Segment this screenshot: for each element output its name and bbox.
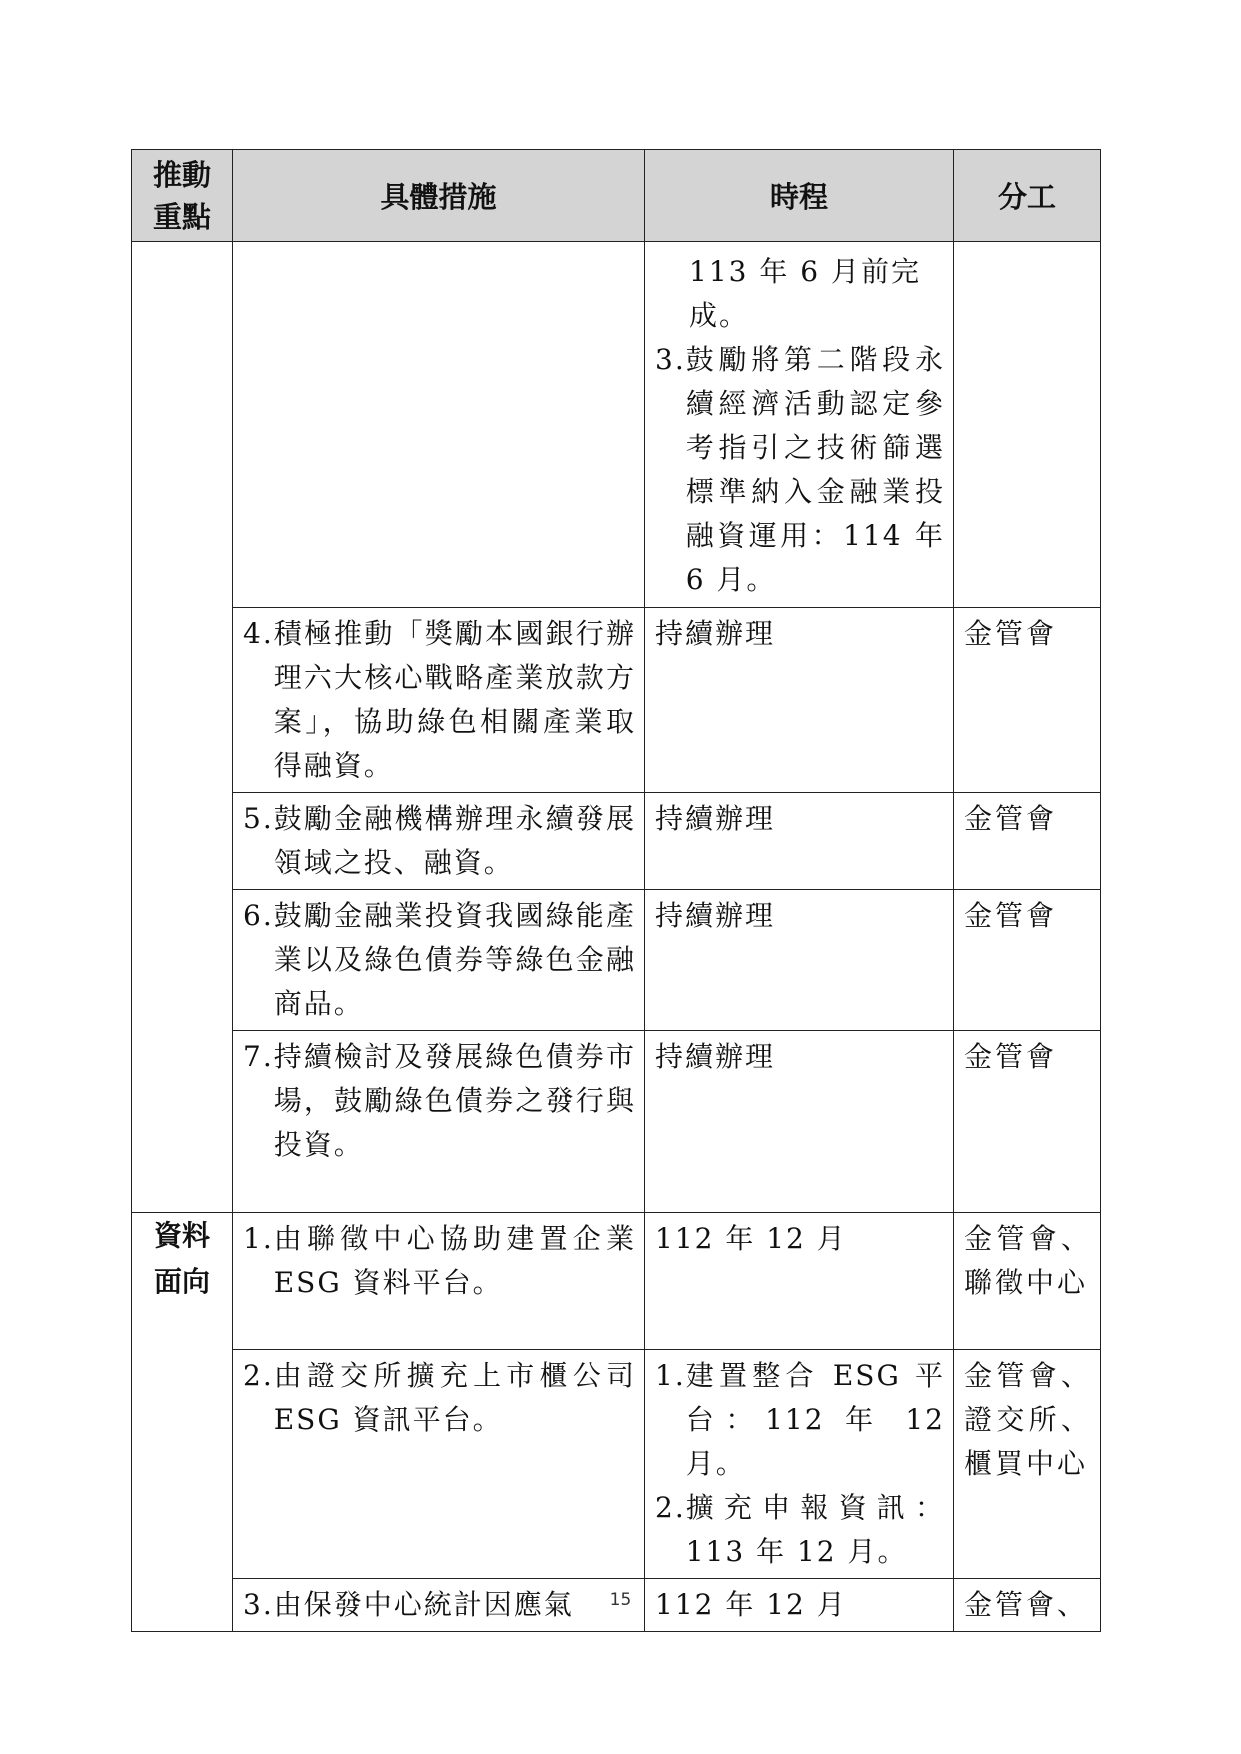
schedule-cell: 持續辦理 — [645, 608, 954, 793]
measure-cell — [233, 242, 645, 608]
table-header-row — [132, 150, 1101, 242]
focus-data-line2: 面向 — [153, 1265, 210, 1298]
header-division: 分工 — [954, 150, 1101, 242]
table-row — [132, 608, 1101, 793]
focus-cell-continued — [132, 242, 233, 1213]
schedule-item: 3. 鼓勵將第二階段永續經濟活動認定參考指引之技術篩選標準納入金融業投融資運用：114 年 6 月。 — [655, 343, 945, 596]
schedule-item: 2. 擴充申報資訊：113 年 12 月。 — [655, 1491, 945, 1568]
measure-cell: 3. 由保發中心統計因應氣 — [233, 1579, 645, 1632]
focus-cell-data — [132, 1213, 233, 1632]
schedule-cell: 112 年 12 月 — [645, 1213, 954, 1350]
measure-cell: 5. 鼓勵金融機構辦理永續發展領域之投、融資。 — [233, 793, 645, 890]
division-cell: 金管會 — [954, 1031, 1101, 1213]
table-row — [132, 1213, 1101, 1350]
schedule-cell — [645, 242, 954, 608]
header-focus-line1: 推動 — [152, 157, 211, 192]
header-focus-line2: 重點 — [152, 199, 211, 234]
table-row — [132, 890, 1101, 1031]
header-focus — [132, 150, 233, 242]
division-cell: 金管會、聯徵中心 — [954, 1213, 1101, 1350]
measure-cell: 4. 積極推動「獎勵本國銀行辦理六大核心戰略產業放款方案」，協助綠色相關產業取得融資。 — [233, 608, 645, 793]
schedule-cell: 持續辦理 — [645, 793, 954, 890]
division-cell: 金管會 — [954, 890, 1101, 1031]
table-row — [132, 793, 1101, 890]
header-measures: 具體措施 — [233, 150, 645, 242]
division-cell: 金管會 — [954, 608, 1101, 793]
table-row — [132, 242, 1101, 608]
measure-cell: 7. 持續檢討及發展綠色債券市場，鼓勵綠色債券之發行與投資。 — [233, 1031, 645, 1213]
page-number: 15 — [609, 1590, 632, 1610]
table-row — [132, 1031, 1101, 1213]
measure-cell: 1. 由聯徵中心協助建置企業 ESG 資料平台。 — [233, 1213, 645, 1350]
division-cell: 金管會、 — [954, 1579, 1101, 1632]
measure-cell: 6. 鼓勵金融業投資我國綠能產業以及綠色債券等綠色金融商品。 — [233, 890, 645, 1031]
schedule-item: 1. 建置整合 ESG 平台：112 年 12 月。 — [655, 1359, 945, 1480]
schedule-cell: 持續辦理 — [645, 890, 954, 1031]
schedule-cell: 112 年 12 月 — [645, 1579, 954, 1632]
schedule-continuation-text: 113 年 6 月前完成。 — [689, 255, 921, 332]
focus-data-line1: 資料 — [153, 1219, 210, 1252]
division-cell: 金管會、證交所、櫃買中心 — [954, 1350, 1101, 1579]
header-schedule: 時程 — [645, 150, 954, 242]
division-cell: 金管會 — [954, 793, 1101, 890]
measure-cell: 2. 由證交所擴充上市櫃公司 ESG 資訊平台。 — [233, 1350, 645, 1579]
table-row — [132, 1350, 1101, 1579]
action-plan-table — [131, 149, 1101, 1632]
division-cell — [954, 242, 1101, 608]
schedule-cell — [645, 1350, 954, 1579]
schedule-cell: 持續辦理 — [645, 1031, 954, 1213]
